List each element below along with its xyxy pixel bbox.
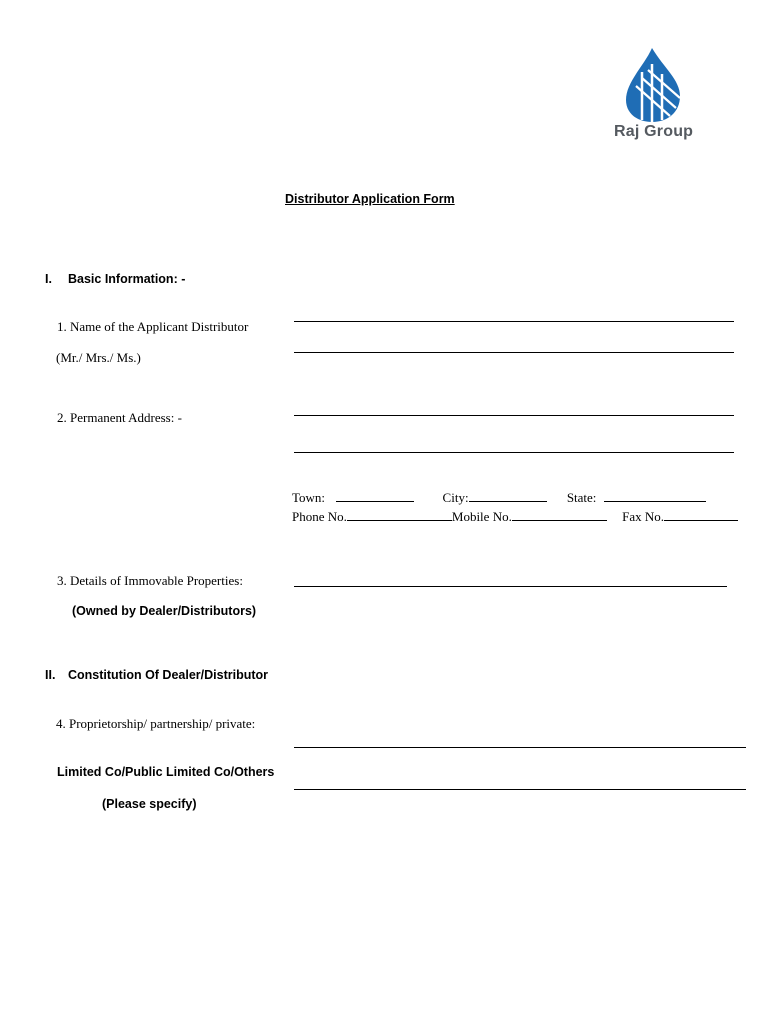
constitution-label: 4. Proprietorship/ partnership/ private: (56, 716, 256, 731)
applicant-name-field-line-2[interactable] (294, 352, 734, 353)
city-field[interactable] (469, 490, 547, 502)
section-1-title: Basic Information: - (68, 272, 186, 286)
logo-wordmark: Raj Group (614, 123, 694, 140)
water-drop-logo-icon (618, 44, 694, 124)
phone-field[interactable] (347, 509, 452, 521)
mobile-label: Mobile No. (451, 509, 512, 524)
phone-label: Phone No. (292, 509, 347, 524)
contact-numbers-row (292, 509, 738, 525)
address-town-city-state-row (292, 490, 706, 506)
constitution-options-label: Limited Co/Public Limited Co/Others (57, 765, 275, 779)
constitution-specify-note: (Please specify) (102, 797, 197, 811)
section-2-heading (45, 668, 268, 682)
mobile-field[interactable] (512, 509, 607, 521)
fax-field[interactable] (664, 509, 738, 521)
applicant-name-field-line-1[interactable] (294, 321, 734, 322)
immovable-properties-label: 3. Details of Immovable Properties: (57, 573, 243, 588)
town-label: Town: (292, 490, 326, 505)
permanent-address-label: 2. Permanent Address: - (57, 410, 182, 425)
section-1-number: I. (45, 272, 52, 286)
section-1-heading (45, 272, 185, 286)
fax-label: Fax No. (622, 509, 664, 524)
constitution-field-line-2[interactable] (294, 789, 746, 790)
form-title: Distributor Application Form (285, 192, 455, 206)
address-field-line-2[interactable] (294, 452, 734, 453)
immovable-properties-note: (Owned by Dealer/Distributors) (72, 604, 257, 618)
city-label: City: (442, 490, 469, 505)
town-field[interactable] (336, 490, 414, 502)
constitution-field-line-1[interactable] (294, 747, 746, 748)
applicant-name-label: 1. Name of the Applicant Distributor (57, 319, 249, 334)
address-field-line-1[interactable] (294, 415, 734, 416)
section-2-number: II. (45, 668, 56, 682)
state-label: State: (566, 490, 597, 505)
applicant-title-label: (Mr./ Mrs./ Ms.) (56, 350, 141, 365)
state-field[interactable] (604, 490, 706, 502)
section-2-title: Constitution Of Dealer/Distributor (68, 668, 268, 682)
immovable-properties-field[interactable] (294, 586, 727, 587)
